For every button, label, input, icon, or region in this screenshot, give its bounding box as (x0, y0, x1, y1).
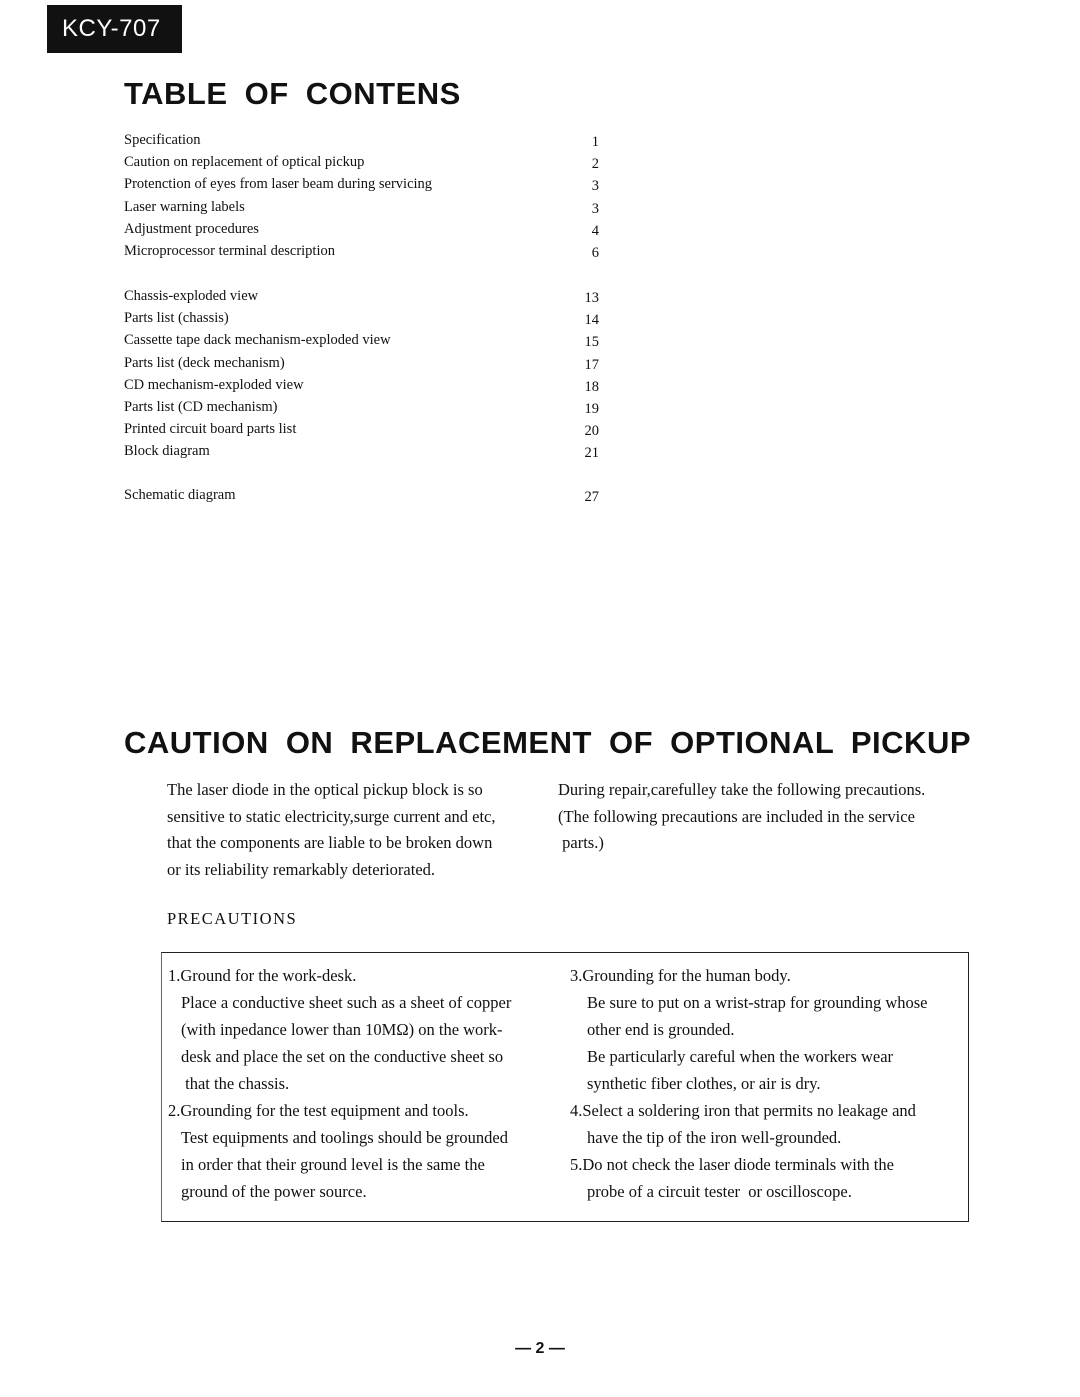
toc-entry-label: Protenction of eyes from laser beam during servicing (124, 176, 433, 193)
toc-group-2 (124, 287, 599, 465)
toc-entry (124, 398, 599, 420)
toc-entry-page: 18 (584, 378, 599, 395)
toc-entry (124, 242, 599, 264)
paragraph-line: During repair,carefulley take the following precautions. (558, 780, 926, 799)
precaution-item-heading: 5.Do not check the laser diode terminals with the (570, 1155, 894, 1174)
toc-entry-label: Parts list (chassis) (124, 310, 229, 327)
precaution-line: Place a conductive sheet such as a sheet of copper (181, 993, 512, 1012)
toc-entry (124, 420, 599, 442)
precaution-line: Be sure to put on a wrist-strap for grounding whose (587, 993, 928, 1012)
toc-entry (124, 220, 599, 242)
toc-entry-page: 1 (591, 134, 599, 150)
precaution-line: ground of the power source. (181, 1182, 367, 1201)
toc-entry-label: Microprocessor terminal description (124, 242, 335, 259)
toc-entry-label: Printed circuit board parts list (124, 421, 297, 438)
precautions-label: PRECAUTIONS (167, 909, 298, 928)
toc-entry-label: Parts list (deck mechanism) (124, 354, 285, 371)
toc-entry-label: Parts list (CD mechanism) (124, 398, 278, 415)
toc-entry (124, 198, 599, 220)
toc-entry-label: Laser warning labels (124, 198, 245, 215)
toc-entry-label: Schematic diagram (124, 487, 236, 503)
toc-entry-page: 3 (591, 200, 599, 217)
paragraph-line: (The following precautions are included in the service (558, 806, 915, 826)
toc-entry-label: Chassis-exploded view (124, 288, 259, 304)
precaution-item-heading: 2.Grounding for the test equipment and tools. (168, 1101, 469, 1120)
precaution-item-heading: 1.Ground for the work-desk. (168, 966, 357, 985)
toc-entry-label: Cassette tape dack mechanism-exploded view (124, 332, 391, 349)
toc-entry-label: Block diagram (124, 443, 210, 460)
precaution-line: that the chassis. (181, 1074, 290, 1093)
precaution-line: (with inpedance lower than 10MΩ) on the work- (181, 1020, 503, 1039)
toc-entry-page: 2 (591, 156, 599, 173)
toc-entry (124, 175, 599, 197)
toc-entry-page: 4 (591, 222, 599, 239)
paragraph-line: that the components are liable to be broken down (167, 833, 493, 852)
toc-entry-page: 19 (584, 400, 599, 417)
toc-entry-label: Specification (124, 132, 201, 148)
toc-entry-page: 14 (584, 312, 599, 329)
paragraph-line: parts.) (558, 833, 604, 852)
precaution-line: Test equipments and toolings should be grounded (181, 1128, 508, 1147)
precaution-line: Be particularly careful when the workers wear (587, 1047, 894, 1066)
toc-entry-page: 27 (584, 489, 599, 505)
paragraph-line: sensitive to static electricity,surge current and etc, (167, 806, 496, 826)
toc-entry (124, 442, 599, 464)
precaution-line: probe of a circuit tester or oscilloscope. (587, 1182, 852, 1201)
precaution-line: have the tip of the iron well-grounded. (587, 1128, 842, 1147)
laser-diode-paragraph (167, 777, 496, 883)
toc-entry-label: CD mechanism-exploded view (124, 376, 304, 393)
toc-entry-page: 3 (591, 178, 599, 195)
precaution-line: desk and place the set on the conductive sheet so (181, 1047, 504, 1066)
precaution-line: synthetic fiber clothes, or air is dry. (587, 1074, 821, 1093)
precaution-item-heading: 3.Grounding for the human body. (570, 966, 791, 985)
page-number: — 2 — (515, 1340, 565, 1357)
toc-entry (124, 331, 599, 353)
repair-note-paragraph (558, 777, 925, 857)
toc-entry (124, 354, 599, 376)
toc-entry-label: Caution on replacement of optical pickup (124, 154, 365, 171)
toc-entry (124, 486, 599, 508)
paragraph-line: The laser diode in the optical pickup block is so (167, 780, 483, 799)
toc-entry-page: 6 (591, 244, 599, 261)
model-badge: KCY-707 (47, 5, 182, 53)
paragraph-line: or its reliability remarkably deteriorated. (167, 859, 436, 879)
precautions-right-column (570, 962, 927, 1205)
toc-entry-page: 21 (584, 445, 599, 462)
toc-entry-label: Adjustment procedures (124, 220, 259, 237)
toc-entry (124, 287, 599, 309)
toc-group-3 (124, 486, 599, 508)
precautions-left-column (168, 962, 511, 1205)
toc-entry (124, 309, 599, 331)
toc-title: TABLE OF CONTENS (124, 76, 461, 111)
toc-entry-page: 20 (584, 423, 599, 440)
toc-entry (124, 153, 599, 175)
toc-entry-page: 17 (584, 356, 599, 373)
toc-entry-page: 13 (584, 290, 599, 306)
toc-group-1 (124, 131, 599, 264)
toc-entry-page: 15 (584, 334, 599, 351)
precaution-item-heading: 4.Select a soldering iron that permits no leakage and (570, 1101, 916, 1120)
toc-entry (124, 376, 599, 398)
caution-title: CAUTION ON REPLACEMENT OF OPTIONAL PICKUP (124, 725, 972, 760)
precaution-line: other end is grounded. (587, 1020, 735, 1039)
precautions-box (161, 952, 969, 1222)
precaution-line: in order that their ground level is the same the (181, 1155, 485, 1174)
toc-entry (124, 131, 599, 153)
